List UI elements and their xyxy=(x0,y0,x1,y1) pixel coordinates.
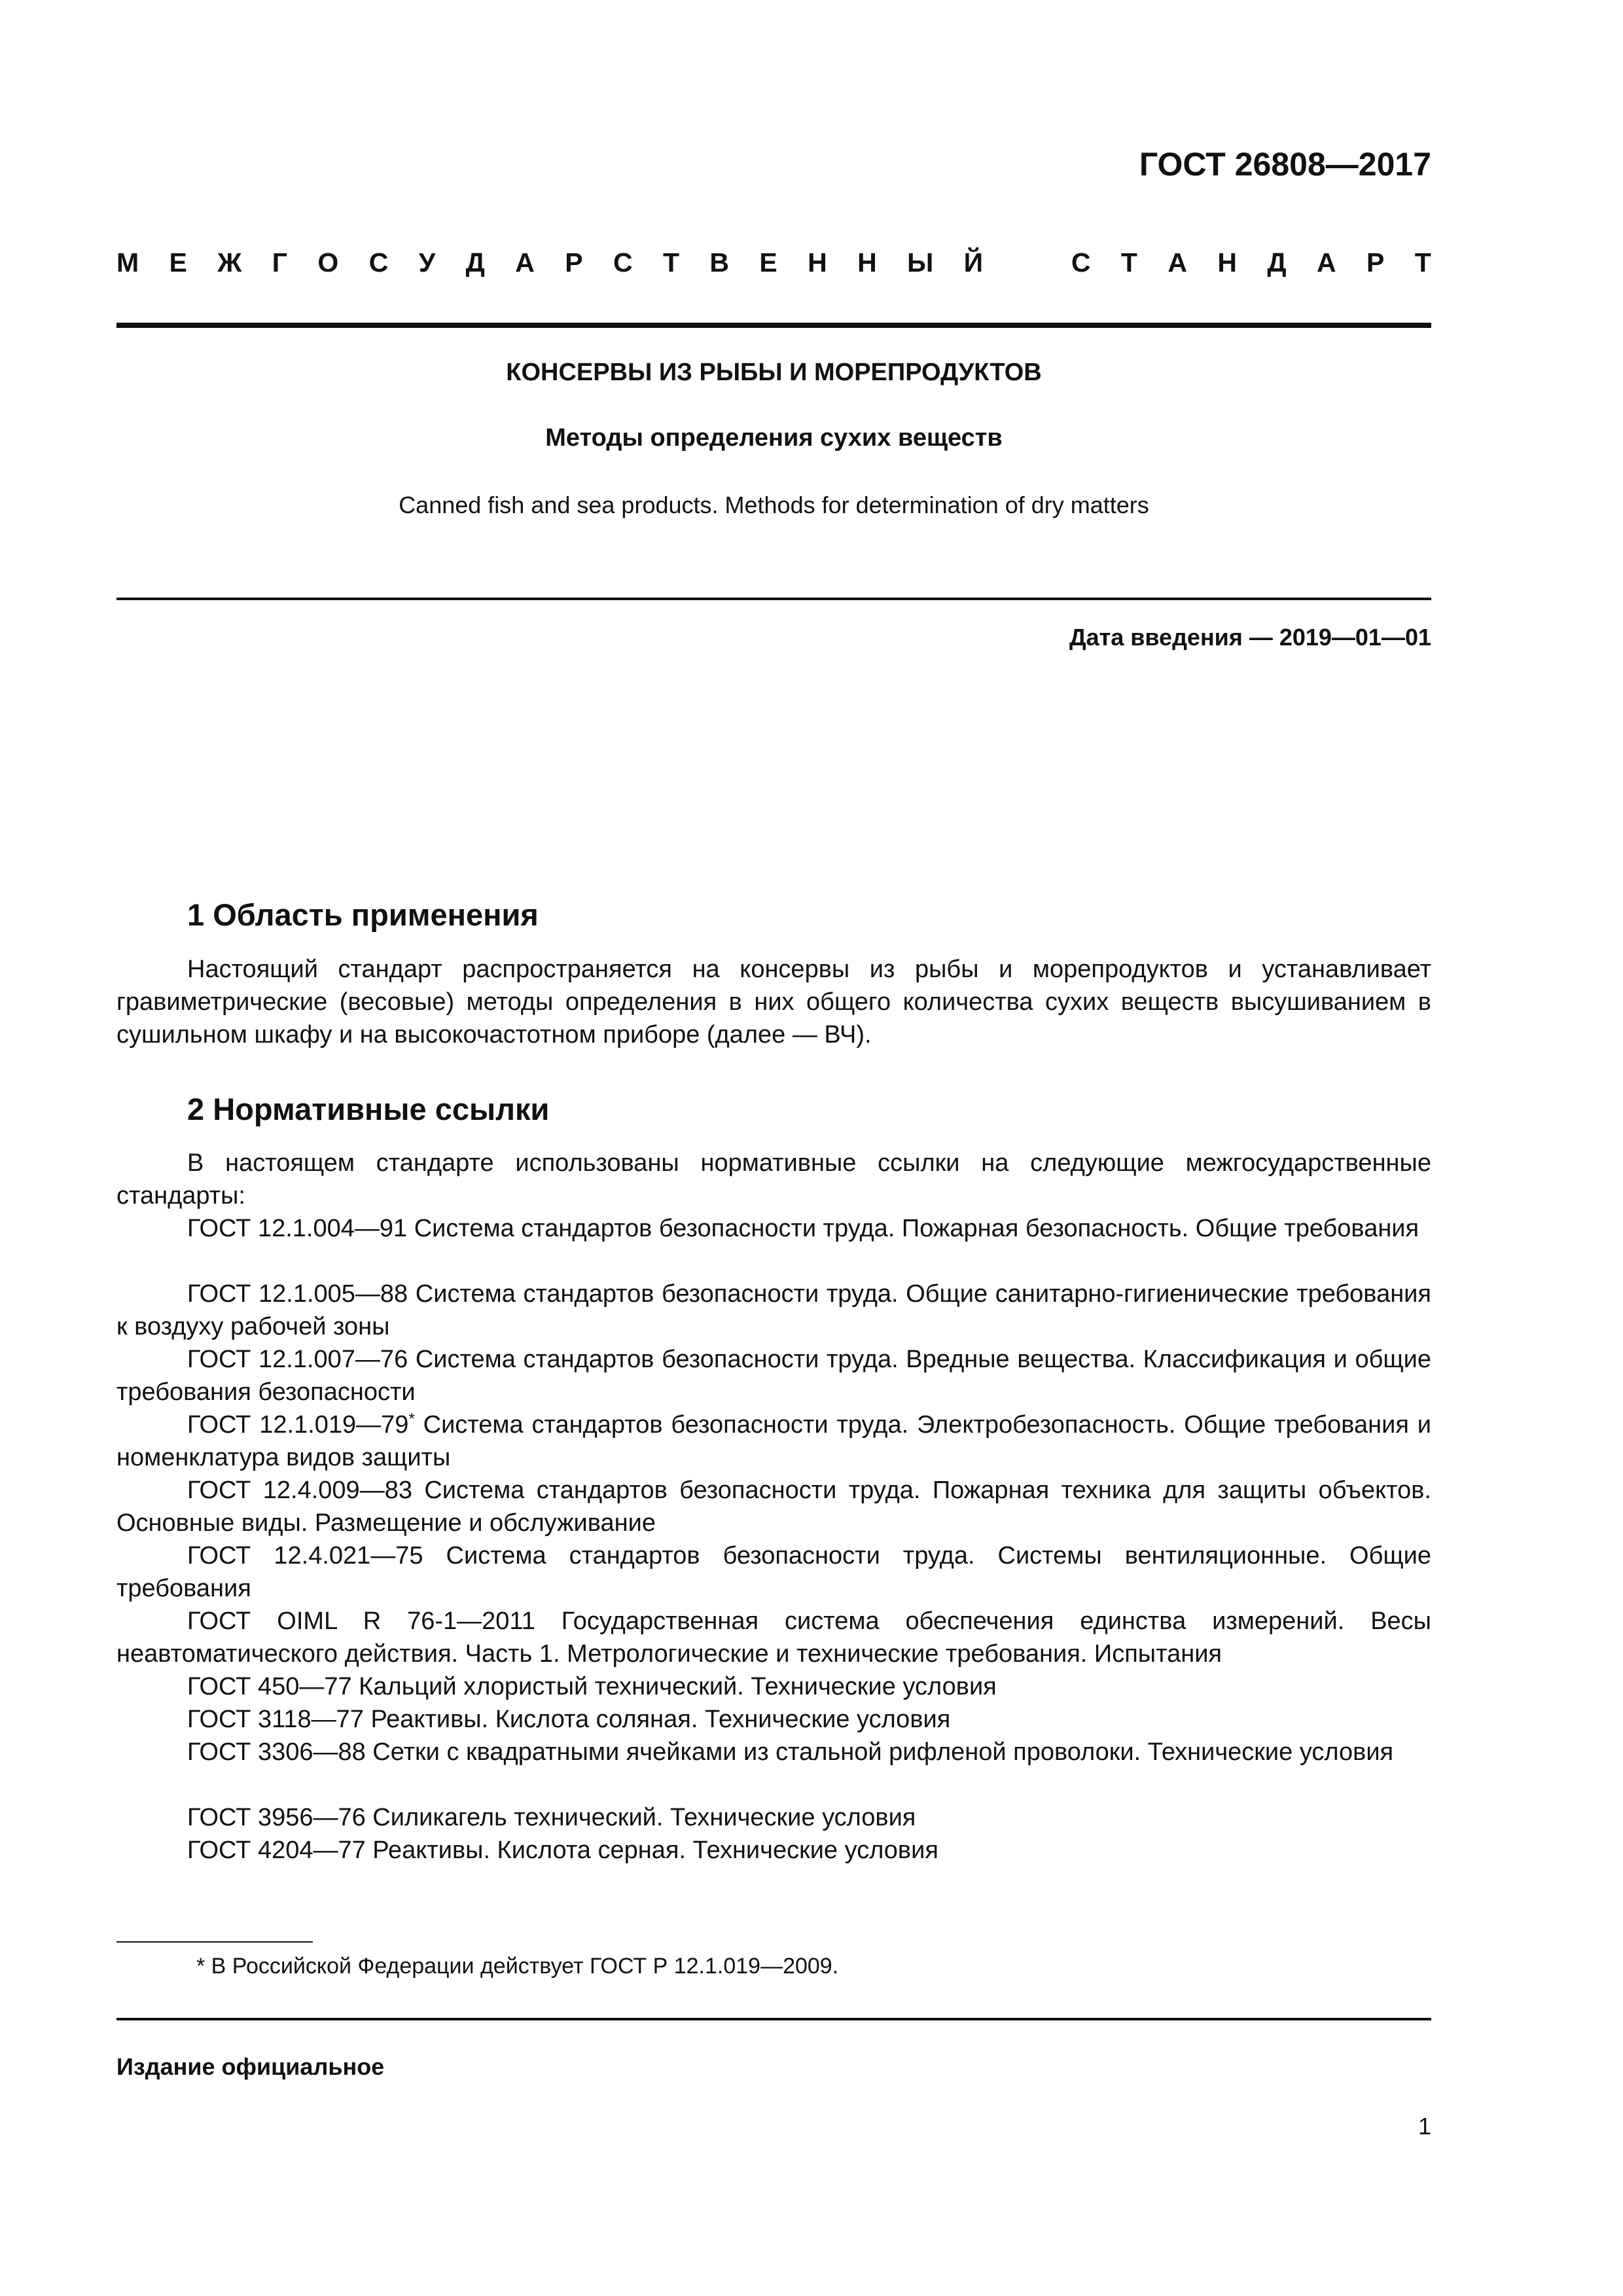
standard-letter: Р xyxy=(1366,247,1385,278)
standard-letter: Т xyxy=(1414,247,1431,278)
interstate-letter: Р xyxy=(565,247,583,278)
interstate-letter: Т xyxy=(662,247,679,278)
interstate-letter: С xyxy=(613,247,633,278)
interstate-letter: Г xyxy=(272,247,287,278)
standard-letter: А xyxy=(1316,247,1336,278)
reference-item xyxy=(116,1212,1431,1245)
reference-text: ГОСТ 3956—76 Силикагель технический. Технические условия xyxy=(187,1804,916,1831)
interstate-letter: Ы xyxy=(907,247,934,278)
footnote-divider xyxy=(116,1941,313,1943)
document-title-english: Canned fish and sea products. Methods for determination of dry matters xyxy=(399,492,1149,518)
reference-text: ГОСТ 4204—77 Реактивы. Кислота серная. Технические условия xyxy=(187,1837,938,1864)
reference-text: ГОСТ 12.4.021—75 Система стандартов безопасности труда. Системы вентиляционные. Общие требования xyxy=(116,1542,1431,1602)
reference-text: ГОСТ 12.1.007—76 Система стандартов безопасности труда. Вредные вещества. Классификация и общие требования безопасности xyxy=(116,1346,1431,1406)
standard-letter: Д xyxy=(1267,247,1287,278)
standard-letter: Н xyxy=(1217,247,1237,278)
reference-item xyxy=(116,1474,1431,1539)
interstate-letter: У xyxy=(418,247,436,278)
document-title: КОНСЕРВЫ ИЗ РЫБЫ И МОРЕПРОДУКТОВ xyxy=(506,359,1042,386)
section-2-intro-text: В настоящем стандарте использованы нормативные ссылки на следующие межгосударственные стандарты: xyxy=(116,1149,1431,1210)
reference-item xyxy=(116,1605,1431,1670)
interstate-letter: Д xyxy=(465,247,485,278)
reference-item xyxy=(116,1278,1431,1343)
reference-item xyxy=(116,1670,1431,1703)
reference-text: ГОСТ 450—77 Кальций хлористый технический. Технические условия xyxy=(187,1673,997,1700)
section-1-heading: 1 Область применения xyxy=(187,897,539,932)
reference-text: ГОСТ OIML R 76-1—2011 Государственная система обеспечения единства измерений. Весы неавтоматического действия. Часть 1. Метрологические и технические требования. Испытания xyxy=(116,1607,1431,1668)
title-divider xyxy=(116,598,1431,600)
section-2-intro xyxy=(116,1147,1431,1212)
interstate-letter: Й xyxy=(963,247,984,278)
footnote-text: * В Российской Федерации действует ГОСТ Р 12.1.019—2009. xyxy=(196,1954,839,1979)
reference-item xyxy=(116,1343,1431,1408)
interstate-letter: О xyxy=(317,247,339,278)
reference-item xyxy=(116,1801,1431,1834)
interstate-standard-label xyxy=(116,247,1431,278)
header-divider-thick xyxy=(116,323,1431,328)
reference-text: ГОСТ 3118—77 Реактивы. Кислота соляная. Технические условия xyxy=(187,1706,951,1733)
introduction-date: Дата введения — 2019—01—01 xyxy=(1069,624,1431,651)
reference-item xyxy=(116,1834,1431,1867)
section-2-heading: 2 Нормативные ссылки xyxy=(187,1092,550,1126)
reference-item xyxy=(116,1408,1431,1474)
section-1-paragraph: Настоящий стандарт распространяется на консервы из рыбы и морепродуктов и устанавливает гравиметрические (весовые) методы определения в них общего количества сухих веществ высушиванием в сушильном шкафу и на высокочастотном приборе (далее — ВЧ). xyxy=(116,956,1431,1049)
official-edition-label: Издание официальное xyxy=(116,2053,385,2080)
reference-text: Система стандартов безопасности труда. Электробезопасность. Общие требования и номенклатура видов защиты xyxy=(116,1411,1431,1471)
interstate-letter: С xyxy=(368,247,389,278)
document-subtitle: Методы определения сухих веществ xyxy=(545,424,1003,452)
section-1-text xyxy=(116,953,1431,1051)
page-number: 1 xyxy=(1418,2113,1431,2140)
reference-item xyxy=(116,1539,1431,1605)
footnote-marker[interactable]: * xyxy=(408,1410,415,1428)
interstate-letter: В xyxy=(709,247,729,278)
interstate-letter: Ж xyxy=(217,247,242,278)
standard-letter: А xyxy=(1168,247,1187,278)
reference-item xyxy=(116,1736,1431,1768)
interstate-letter: Е xyxy=(169,247,187,278)
reference-text: ГОСТ 12.1.004—91 Система стандартов безопасности труда. Пожарная безопасность. Общие требования xyxy=(187,1215,1419,1242)
reference-code: ГОСТ 12.1.019—79 xyxy=(187,1411,409,1439)
interstate-letter: А xyxy=(515,247,535,278)
standard-letter: Т xyxy=(1120,247,1137,278)
gost-number: ГОСТ 26808—2017 xyxy=(1139,146,1431,183)
reference-text: ГОСТ 12.1.005—88 Система стандартов безопасности труда. Общие санитарно-гигиенические требования к воздуху рабочей зоны xyxy=(116,1280,1431,1340)
word-gap xyxy=(1014,247,1041,278)
footer-divider xyxy=(116,2018,1431,2020)
interstate-letter: Н xyxy=(857,247,877,278)
interstate-letter: Н xyxy=(808,247,827,278)
interstate-letter: Е xyxy=(759,247,777,278)
reference-text: ГОСТ 3306—88 Сетки с квадратными ячейками из стальной рифленой проволоки. Технические условия xyxy=(187,1738,1394,1766)
reference-item xyxy=(116,1703,1431,1736)
interstate-letter: М xyxy=(116,247,139,278)
reference-text: ГОСТ 12.4.009—83 Система стандартов безопасности труда. Пожарная техника для защиты объектов. Основные виды. Размещение и обслуживание xyxy=(116,1477,1431,1537)
standard-letter: С xyxy=(1071,247,1091,278)
